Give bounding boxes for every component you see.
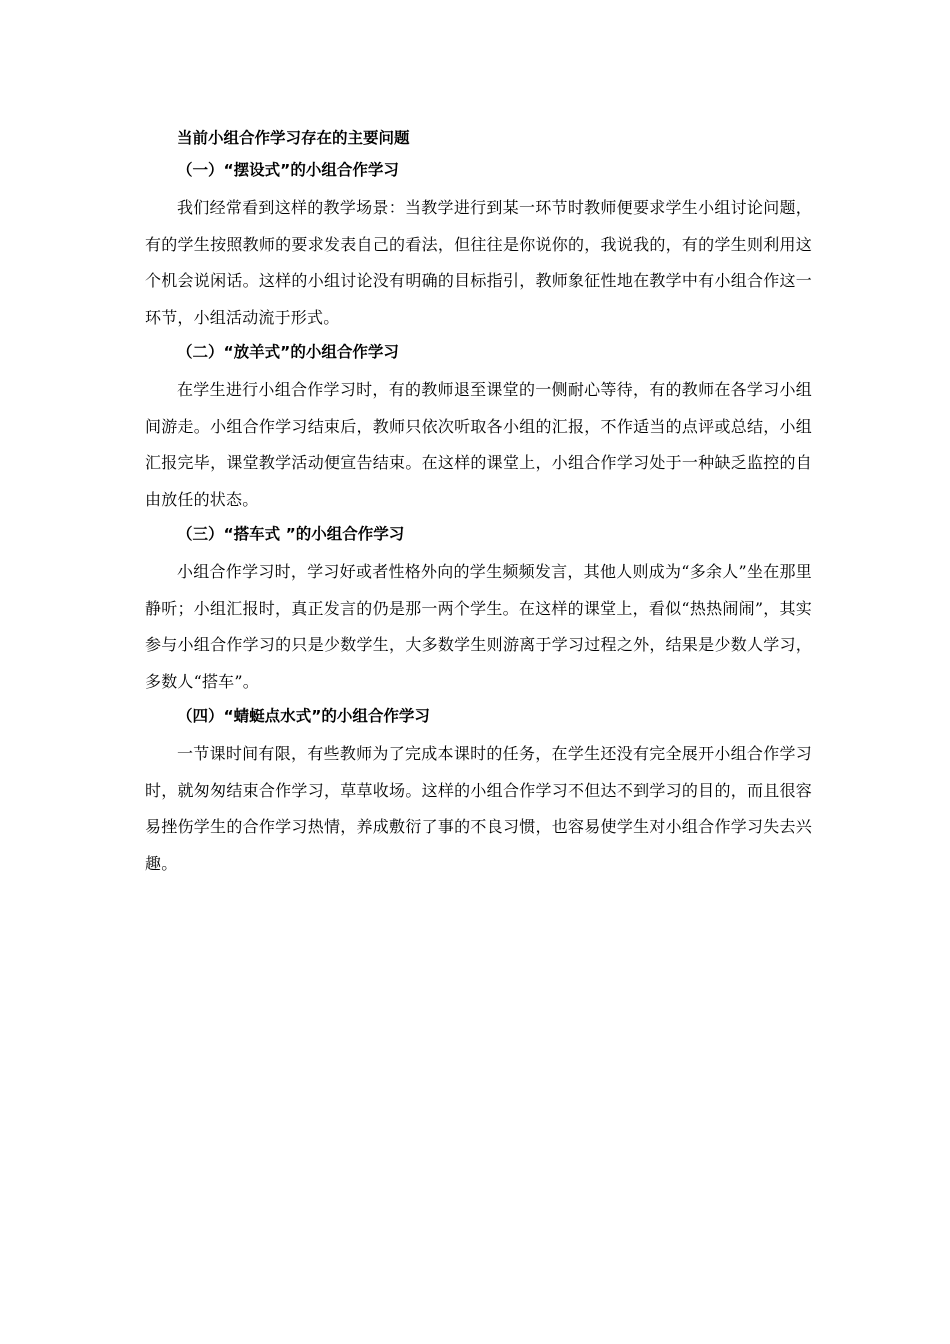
section-body-4: 一节课时间有限，有些教师为了完成本课时的任务，在学生还没有完全展开小组合作学习时，就匆匆结束合作学习，草草收场。这样的小组合作学习不但达不到学习的目的，而且很容易挫伤学生的合作学习热情，养成敷衍了事的不良习惯，也容易使学生对小组合作学习失去兴趣。 [145,744,812,873]
section-body-1: 我们经常看到这样的教学场景：当教学进行到某一环节时教师便要求学生小组讨论问题，有的学生按照教师的要求发表自己的看法，但往往是你说你的，我说我的，有的学生则利用这个机会说闲话。这样的小组讨论没有明确的目标指引，教师象征性地在教学中有小组合作这一环节，小组活动流于形式。 [145,198,812,327]
section-body-3: 小组合作学习时，学习好或者性格外向的学生频频发言，其他人则成为“多余人”坐在那里静听；小组汇报时，真正发言的仍是那一两个学生。在这样的课堂上，看似“热热闹闹”，其实参与小组合作学习的只是少数学生，大多数学生则游离于学习过程之外，结果是少数人学习，多数人“搭车”。 [145,562,812,691]
document-title: 当前小组合作学习存在的主要问题 [177,129,410,147]
section-heading-4: （四）“蜻蜓点水式”的小组合作学习 [177,707,430,725]
document-content [145,122,812,882]
section-body-2: 在学生进行小组合作学习时，有的教师退至课堂的一侧耐心等待，有的教师在各学习小组间游走。小组合作学习结束后，教师只依次听取各小组的汇报，不作适当的点评或总结，小组汇报完毕，课堂教学活动便宣告结束。在这样的课堂上，小组合作学习处于一种缺乏监控的自由放任的状态。 [145,380,812,509]
section-heading-1: （一）“摆设式”的小组合作学习 [177,161,399,179]
section-heading-3: （三）“搭车式 ”的小组合作学习 [177,525,405,543]
section-heading-2: （二）“放羊式”的小组合作学习 [177,343,399,361]
